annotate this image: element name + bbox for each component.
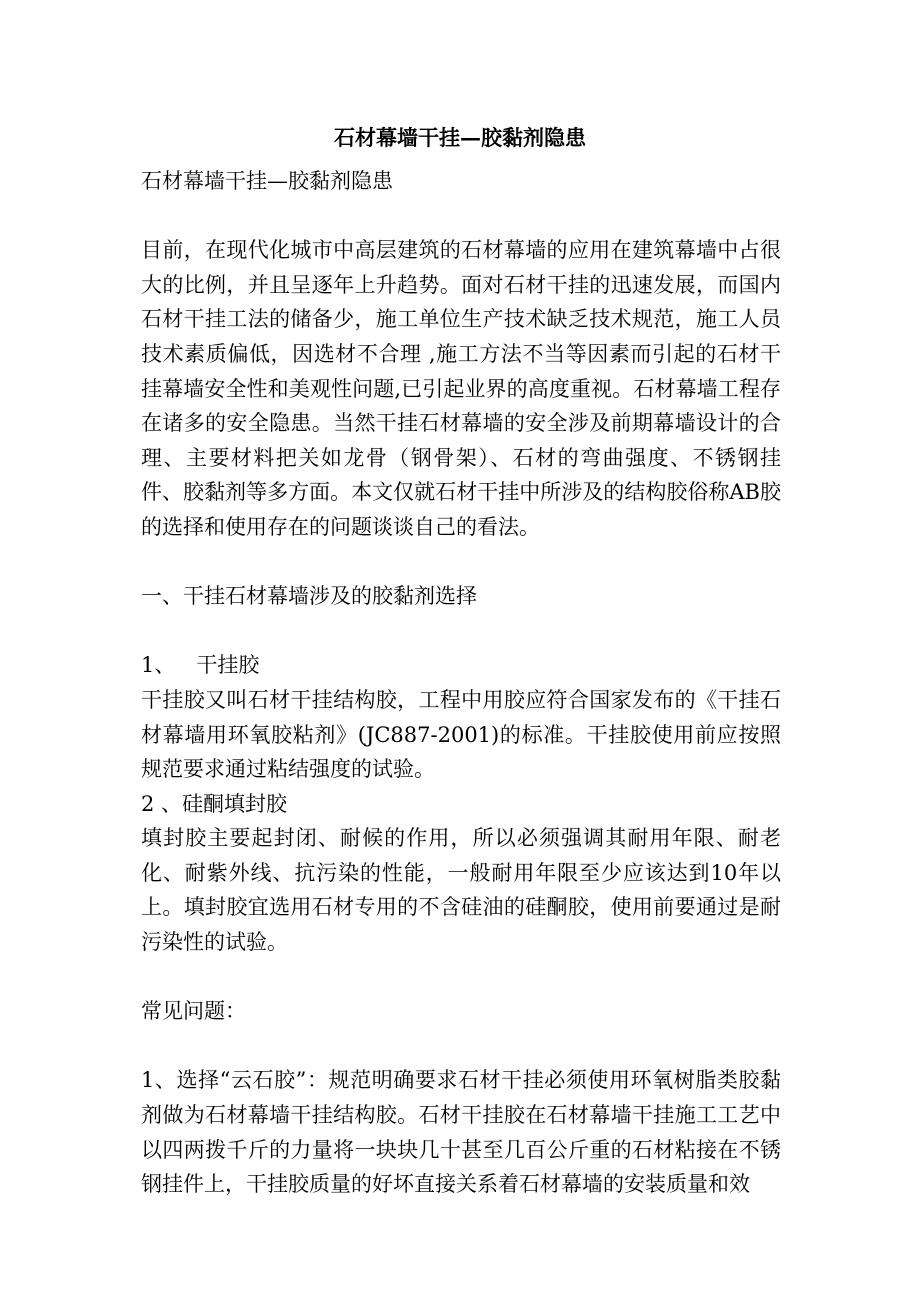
faq-heading: 常见问题： xyxy=(141,999,246,1024)
item-title: 干挂胶 xyxy=(196,653,260,678)
intro-paragraph: 目前，在现代化城市中高层建筑的石材幕墙的应用在建筑幕墙中占很大的比例，并且呈逐年上升趋势。面对石材干挂的迅速发展，而国内石材干挂工法的储备少，施工单位生产技术缺乏技术规范，施工人员技术素质偏低，因选材不合理 ,施工方法不当等因素而引起的石材干挂幕墙安全性和美观性问题,已引起业界的高度重视。石材幕墙工程存在诸多的安全隐患。当然干挂石材幕墙的安全涉及前期幕墙设计的合理、主要材料把关如龙骨（钢骨架）、石材的弯曲强度、不锈钢挂件、胶黏剂等多方面。本文仅就石材干挂中所涉及的结构胶俗称AB胶的选择和使用存在的问题谈谈自己的看法。 xyxy=(141,238,781,539)
item-number: 1、 xyxy=(141,653,176,678)
document-body xyxy=(141,164,781,1202)
document-title: 石材幕墙干挂—胶黏剂隐患 xyxy=(334,125,586,150)
section-heading: 一、干挂石材幕墙涉及的胶黏剂选择 xyxy=(141,584,477,609)
document-subtitle: 石材幕墙干挂—胶黏剂隐患 xyxy=(141,169,393,193)
faq-paragraph: 1、选择“云石胶”：规范明确要求石材干挂必须使用环氧树脂类胶黏剂做为石材幕墙干挂结构胶。石材干挂胶在石材幕墙干挂施工工艺中以四两拨千斤的力量将一块块几十甚至几百公斤重的石材粘接在不锈钢挂件上，干挂胶质量的好坏直接关系着石材幕墙的安装质量和效 xyxy=(141,1068,781,1197)
paragraph-gap xyxy=(141,1029,781,1064)
paragraph-gap xyxy=(141,614,781,649)
item-heading xyxy=(141,648,781,683)
paragraph-gap xyxy=(141,960,781,995)
item-paragraph: 干挂胶又叫石材干挂结构胶，工程中用胶应符合国家发布的《干挂石材幕墙用环氧胶粘剂》(JC887-2001)的标准。干挂胶使用前应按照规范要求通过粘结强度的试验。 xyxy=(141,687,781,782)
paragraph-gap xyxy=(141,199,781,234)
item-heading: 2 、硅酮填封胶 xyxy=(141,791,288,816)
paragraph-gap xyxy=(141,545,781,580)
item-paragraph: 填封胶主要起封闭、耐候的作用，所以必须强调其耐用年限、耐老化、耐紫外线、抗污染的性能，一般耐用年限至少应该达到10年以上。填封胶宜选用石材专用的不含硅油的硅酮胶，使用前要通过是耐污染性的试验。 xyxy=(141,826,781,955)
